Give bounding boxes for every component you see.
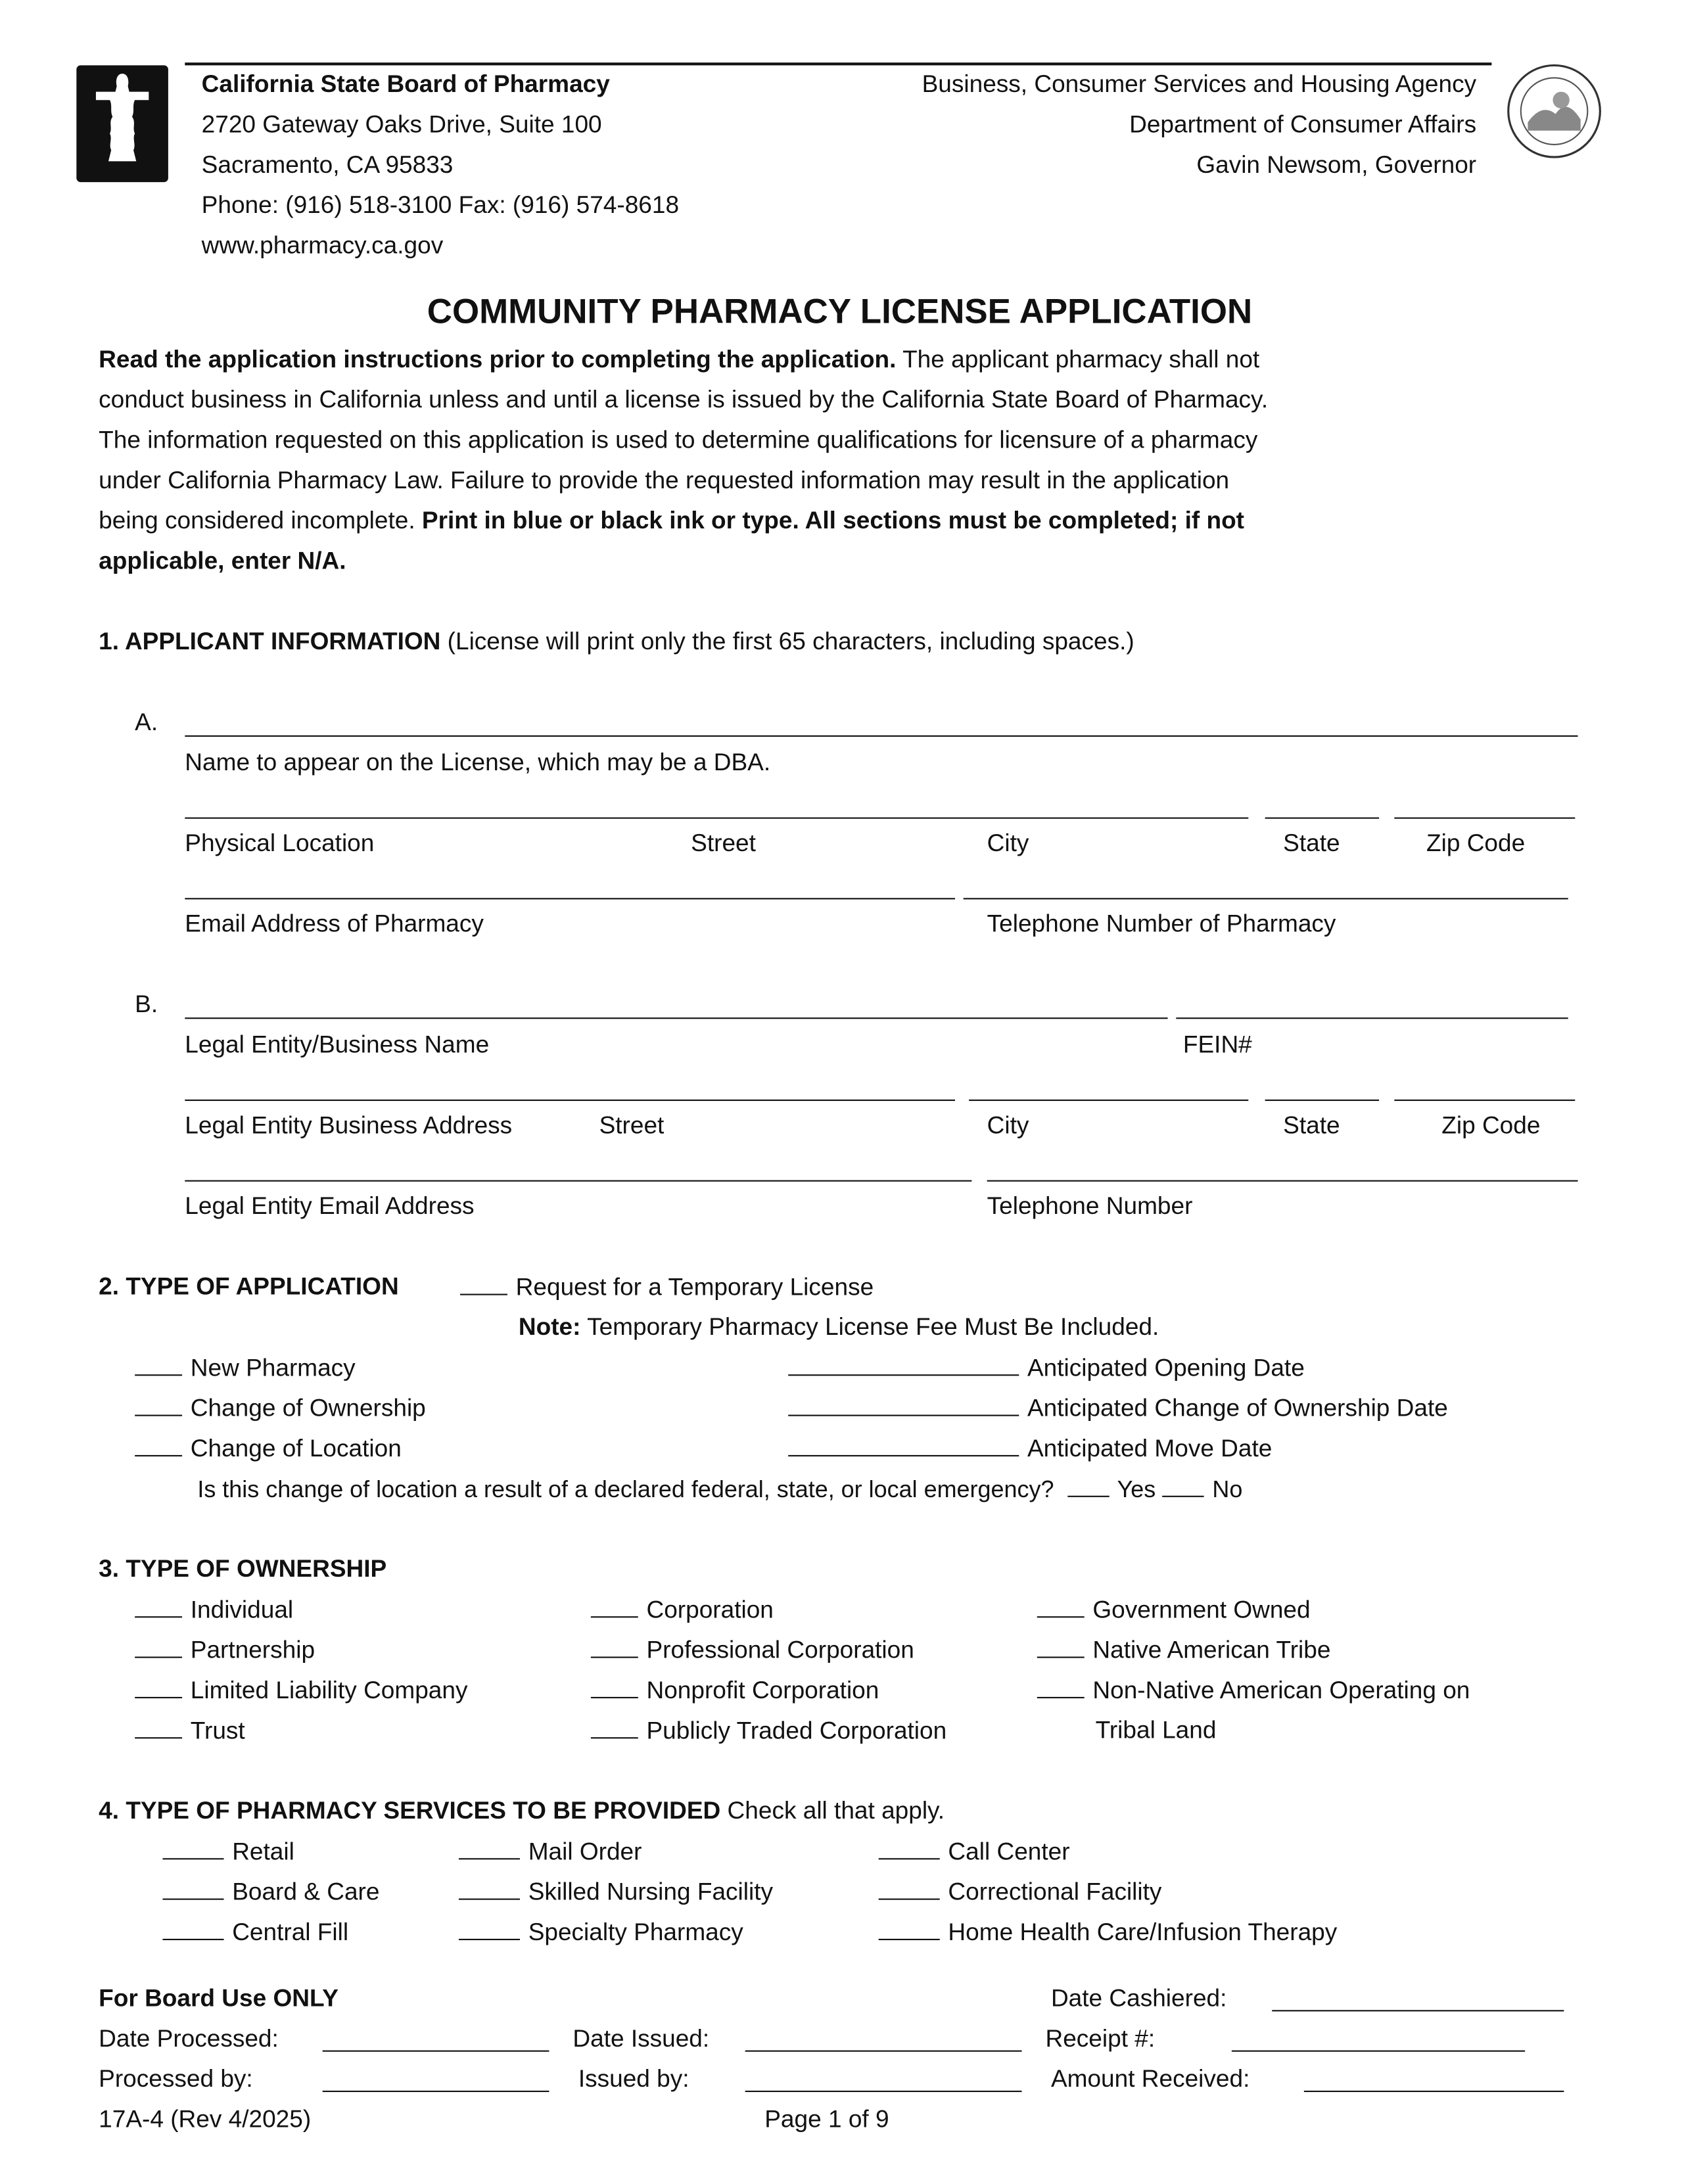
no-blank[interactable] bbox=[1162, 1476, 1203, 1497]
option-label: Individual bbox=[190, 1595, 294, 1623]
physical-street-city-field[interactable] bbox=[185, 818, 1248, 819]
checkbox-blank[interactable] bbox=[1037, 1637, 1085, 1658]
date-blank[interactable] bbox=[788, 1355, 1019, 1376]
legal-name-label: Legal Entity/Business Name bbox=[185, 1030, 490, 1059]
question-text: Is this change of location a result of a declared federal, state, or local emergency? bbox=[197, 1476, 1054, 1503]
change-location-option[interactable] bbox=[135, 1435, 402, 1461]
option-label: Retail bbox=[232, 1837, 294, 1865]
new-pharmacy-option[interactable] bbox=[135, 1355, 356, 1381]
service-call-center[interactable] bbox=[879, 1839, 1070, 1865]
option-label: Non-Native American Operating on bbox=[1092, 1676, 1470, 1704]
service-home-health[interactable] bbox=[879, 1919, 1338, 1945]
emergency-question bbox=[197, 1476, 1242, 1501]
option-label: New Pharmacy bbox=[190, 1353, 356, 1382]
option-label: Limited Liability Company bbox=[190, 1676, 468, 1704]
state-label: State bbox=[1283, 829, 1340, 857]
intro-line-5 bbox=[99, 506, 1245, 534]
option-label: Call Center bbox=[948, 1837, 1070, 1865]
processed-by-label: Processed by: bbox=[99, 2064, 253, 2093]
option-label: Correctional Facility bbox=[948, 1877, 1162, 1906]
checkbox-blank[interactable] bbox=[1037, 1597, 1085, 1618]
fein-label: FEIN# bbox=[1182, 1030, 1252, 1059]
service-correctional[interactable] bbox=[879, 1879, 1162, 1905]
legal-city-label: City bbox=[987, 1111, 1029, 1139]
section-2-heading: 2. TYPE OF APPLICATION bbox=[99, 1272, 399, 1301]
form-number: 17A-4 (Rev 4/2025) bbox=[99, 2104, 312, 2133]
option-label: Partnership bbox=[190, 1635, 315, 1664]
intro-text: being considered incomplete. bbox=[99, 506, 422, 534]
date-processed-label: Date Processed: bbox=[99, 2024, 279, 2053]
section-3-heading: 3. TYPE OF OWNERSHIP bbox=[99, 1554, 387, 1583]
date-label: Anticipated Opening Date bbox=[1027, 1353, 1305, 1382]
date-label: Anticipated Move Date bbox=[1027, 1434, 1273, 1462]
checkbox-blank[interactable] bbox=[459, 1919, 520, 1940]
board-use-heading: For Board Use ONLY bbox=[99, 1984, 339, 2012]
ownership-professional-corporation[interactable] bbox=[591, 1637, 914, 1663]
pharmacy-phone-field[interactable] bbox=[964, 898, 1568, 899]
date-blank[interactable] bbox=[788, 1435, 1019, 1456]
date-label: Anticipated Change of Ownership Date bbox=[1027, 1393, 1448, 1422]
option-label: Request for a Temporary License bbox=[515, 1272, 874, 1301]
legal-email-label: Legal Entity Email Address bbox=[185, 1192, 475, 1220]
checkbox-blank[interactable] bbox=[162, 1879, 223, 1900]
option-label: Change of Ownership bbox=[190, 1393, 426, 1422]
physical-state-field[interactable] bbox=[1265, 818, 1379, 819]
intro-line-6: applicable, enter N/A. bbox=[99, 546, 346, 575]
option-label: Skilled Nursing Facility bbox=[528, 1877, 774, 1906]
checkbox-blank[interactable] bbox=[879, 1919, 940, 1940]
ownership-trust[interactable] bbox=[135, 1718, 245, 1744]
option-label: Home Health Care/Infusion Therapy bbox=[948, 1918, 1338, 1946]
pharmacy-email-field[interactable] bbox=[185, 898, 955, 899]
intro-line-2: conduct business in California unless and until a license is issued by the California State Board of Pharmacy. bbox=[99, 385, 1269, 413]
note-bold: Note: bbox=[518, 1313, 581, 1341]
intro-bold: Read the application instructions prior to completing the application. bbox=[99, 345, 897, 373]
service-board-care[interactable] bbox=[162, 1879, 379, 1905]
agency-name: Business, Consumer Services and Housing Agency bbox=[922, 70, 1477, 98]
legal-phone-label: Telephone Number bbox=[987, 1192, 1193, 1220]
pharmacy-phone-label: Telephone Number of Pharmacy bbox=[987, 909, 1336, 938]
governor-name: Gavin Newsom, Governor bbox=[1196, 150, 1477, 179]
legal-address-label: Legal Entity Business Address bbox=[185, 1111, 513, 1139]
street-label: Street bbox=[691, 829, 756, 857]
no-label: No bbox=[1212, 1476, 1243, 1503]
ownership-corporation[interactable] bbox=[591, 1597, 774, 1623]
temporary-fee-note bbox=[519, 1315, 1159, 1339]
heading: 1. APPLICANT INFORMATION bbox=[99, 627, 441, 655]
physical-location-label: Physical Location bbox=[185, 829, 375, 857]
service-specialty[interactable] bbox=[459, 1919, 743, 1945]
ownership-partnership[interactable] bbox=[135, 1637, 315, 1663]
intro-line-1 bbox=[99, 345, 1260, 373]
legal-street-field[interactable] bbox=[185, 1100, 955, 1101]
date-issued-label: Date Issued: bbox=[572, 2024, 710, 2053]
org-phone: Phone: (916) 518-3100 Fax: (916) 574-8618 bbox=[201, 191, 680, 219]
option-label: Change of Location bbox=[190, 1434, 402, 1462]
checkbox-blank[interactable] bbox=[135, 1435, 182, 1456]
page-number: Page 1 of 9 bbox=[764, 2104, 889, 2133]
ownership-non-native-tribal[interactable] bbox=[1037, 1677, 1470, 1703]
checkbox-blank[interactable] bbox=[135, 1355, 182, 1376]
checkbox-blank[interactable] bbox=[135, 1637, 182, 1658]
ownership-government[interactable] bbox=[1037, 1597, 1311, 1623]
city-label: City bbox=[987, 829, 1029, 857]
legal-name-field[interactable] bbox=[185, 1017, 1167, 1019]
ownership-native-american[interactable] bbox=[1037, 1637, 1331, 1663]
checkbox-blank[interactable] bbox=[591, 1677, 638, 1698]
legal-phone-field[interactable] bbox=[987, 1180, 1578, 1182]
option-label: Corporation bbox=[646, 1595, 774, 1623]
checkbox-blank[interactable] bbox=[591, 1637, 638, 1658]
checkbox-blank[interactable] bbox=[591, 1597, 638, 1618]
heading-note: Check all that apply. bbox=[720, 1796, 945, 1824]
header-rule bbox=[185, 62, 1491, 65]
section-4-heading bbox=[99, 1796, 945, 1824]
option-label: Trust bbox=[190, 1716, 245, 1744]
org-address-1: 2720 Gateway Oaks Drive, Suite 100 bbox=[201, 110, 602, 138]
state-seal-icon bbox=[1506, 61, 1603, 161]
part-a-label: A. bbox=[135, 708, 158, 736]
yes-label: Yes bbox=[1117, 1476, 1156, 1503]
date-processed-field[interactable] bbox=[323, 2051, 549, 2052]
license-name-field[interactable] bbox=[185, 735, 1577, 737]
intro-bold: Print in blue or black ink or type. All sections must be completed; if not bbox=[421, 506, 1245, 534]
physical-zip-field[interactable] bbox=[1394, 818, 1575, 819]
checkbox-blank[interactable] bbox=[162, 1919, 223, 1940]
legal-state-field[interactable] bbox=[1265, 1100, 1379, 1101]
checkbox-blank[interactable] bbox=[135, 1395, 182, 1416]
page-title: COMMUNITY PHARMACY LICENSE APPLICATION bbox=[427, 292, 1253, 332]
amount-received-label: Amount Received: bbox=[1050, 2064, 1250, 2093]
receipt-field[interactable] bbox=[1232, 2051, 1525, 2052]
intro-line-4: under California Pharmacy Law. Failure to provide the requested information may result in the application bbox=[99, 466, 1230, 494]
checkbox-blank[interactable] bbox=[135, 1677, 182, 1698]
processed-by-field[interactable] bbox=[323, 2091, 549, 2092]
option-label: Central Fill bbox=[232, 1918, 349, 1946]
checkbox-blank[interactable] bbox=[1037, 1677, 1085, 1698]
ownership-publicly-traded[interactable] bbox=[591, 1718, 946, 1744]
ownership-llc[interactable] bbox=[135, 1677, 467, 1703]
legal-zip-label: Zip Code bbox=[1441, 1111, 1541, 1139]
option-label: Professional Corporation bbox=[646, 1635, 914, 1664]
org-address-2: Sacramento, CA 95833 bbox=[201, 150, 454, 179]
checkbox-blank[interactable] bbox=[162, 1839, 223, 1860]
intro-text: The applicant pharmacy shall not bbox=[896, 345, 1260, 373]
receipt-label: Receipt #: bbox=[1045, 2024, 1156, 2053]
move-date-field[interactable] bbox=[788, 1435, 1272, 1461]
fein-field[interactable] bbox=[1176, 1017, 1568, 1019]
heading-note: (License will print only the first 65 characters, including spaces.) bbox=[440, 627, 1134, 655]
checkbox-blank[interactable] bbox=[591, 1718, 638, 1739]
option-label: Board & Care bbox=[232, 1877, 380, 1906]
legal-street-label: Street bbox=[599, 1111, 665, 1139]
legal-email-field[interactable] bbox=[185, 1180, 971, 1182]
checkbox-blank[interactable] bbox=[135, 1718, 182, 1739]
yes-blank[interactable] bbox=[1067, 1476, 1108, 1497]
issued-by-label: Issued by: bbox=[578, 2064, 689, 2093]
note-text: Temporary Pharmacy License Fee Must Be Included. bbox=[580, 1313, 1159, 1341]
intro-line-3: The information requested on this application is used to determine qualifications for licensure of a pharmacy bbox=[99, 425, 1258, 454]
part-b-label: B. bbox=[135, 990, 158, 1018]
license-name-label: Name to appear on the License, which may be a DBA. bbox=[185, 748, 771, 776]
checkbox-blank[interactable] bbox=[879, 1879, 940, 1900]
temporary-license-option[interactable] bbox=[460, 1274, 874, 1300]
date-cashiered-label: Date Cashiered: bbox=[1050, 1984, 1227, 2012]
option-label: Specialty Pharmacy bbox=[528, 1918, 743, 1946]
ownership-date-field[interactable] bbox=[788, 1395, 1448, 1421]
ownership-individual[interactable] bbox=[135, 1597, 293, 1623]
ownership-tribal-land-cont: Tribal Land bbox=[1095, 1715, 1217, 1744]
mortar-pestle-logo bbox=[76, 65, 168, 182]
date-blank[interactable] bbox=[788, 1395, 1019, 1416]
org-website[interactable]: www.pharmacy.ca.gov bbox=[201, 231, 444, 259]
ownership-nonprofit[interactable] bbox=[591, 1677, 879, 1703]
legal-state-label: State bbox=[1283, 1111, 1340, 1139]
service-central-fill[interactable] bbox=[162, 1919, 348, 1945]
org-name: California State Board of Pharmacy bbox=[201, 70, 610, 98]
zip-label: Zip Code bbox=[1426, 829, 1526, 857]
legal-city-field[interactable] bbox=[969, 1100, 1248, 1101]
pharmacy-email-label: Email Address of Pharmacy bbox=[185, 909, 484, 938]
checkbox-blank[interactable] bbox=[879, 1839, 940, 1860]
service-retail[interactable] bbox=[162, 1839, 294, 1865]
checkbox-blank[interactable] bbox=[460, 1274, 507, 1295]
section-1-heading bbox=[99, 627, 1134, 655]
checkbox-blank[interactable] bbox=[459, 1879, 520, 1900]
change-ownership-option[interactable] bbox=[135, 1395, 426, 1421]
date-cashiered-field[interactable] bbox=[1272, 2010, 1564, 2011]
department-name: Department of Consumer Affairs bbox=[1129, 110, 1477, 138]
service-skilled-nursing[interactable] bbox=[459, 1879, 773, 1905]
service-mail-order[interactable] bbox=[459, 1839, 642, 1865]
issued-by-field[interactable] bbox=[745, 2091, 1022, 2092]
checkbox-blank[interactable] bbox=[135, 1597, 182, 1618]
option-label: Government Owned bbox=[1092, 1595, 1311, 1623]
amount-received-field[interactable] bbox=[1304, 2091, 1564, 2092]
date-issued-field[interactable] bbox=[745, 2051, 1022, 2052]
checkbox-blank[interactable] bbox=[459, 1839, 520, 1860]
option-label: Native American Tribe bbox=[1092, 1635, 1331, 1664]
opening-date-field[interactable] bbox=[788, 1355, 1305, 1381]
option-label: Nonprofit Corporation bbox=[646, 1676, 879, 1704]
heading: 4. TYPE OF PHARMACY SERVICES TO BE PROVIDED bbox=[99, 1796, 721, 1824]
option-label: Publicly Traded Corporation bbox=[646, 1716, 947, 1744]
legal-zip-field[interactable] bbox=[1394, 1100, 1575, 1101]
option-label: Mail Order bbox=[528, 1837, 642, 1865]
